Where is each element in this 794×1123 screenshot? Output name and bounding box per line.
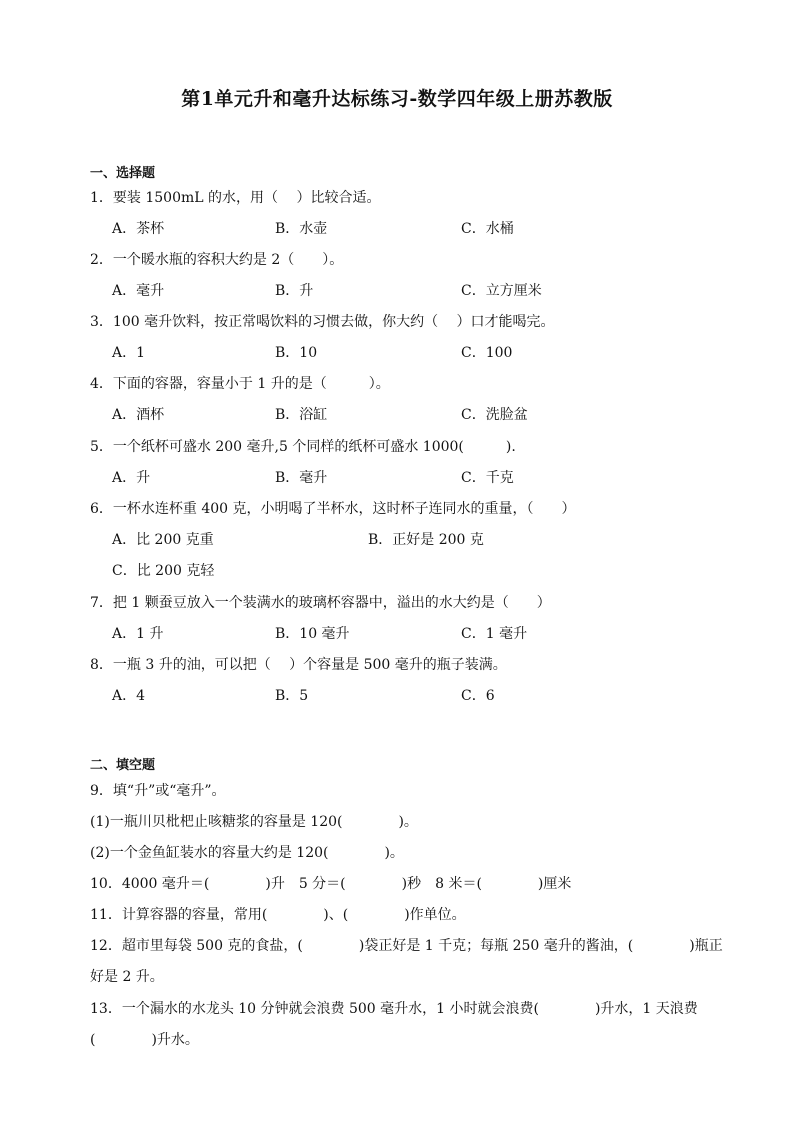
q4-option-a: A．酒杯 xyxy=(112,407,165,423)
q7-option-c: C．1 毫升 xyxy=(461,626,528,642)
question-11: 11．计算容器的容量，常用( )、( )作单位。 xyxy=(90,907,466,923)
question-6: 6．一杯水连杯重 400 克，小明喝了半杯水，这时杯子连同水的重量，（ ） xyxy=(90,501,576,517)
section-heading-fill-blank: 二、填空题 xyxy=(90,758,156,773)
q3-option-a: A．1 xyxy=(112,345,146,361)
q8-option-b: B．5 xyxy=(275,688,309,704)
question-9-part-1: (1)一瓶川贝枇杷止咳糖浆的容量是 120( )。 xyxy=(90,814,418,830)
question-8: 8．一瓶 3 升的油，可以把（ ）个容量是 500 毫升的瓶子装满。 xyxy=(90,657,507,673)
q8-option-c: C．6 xyxy=(461,688,495,704)
q6-option-a: A．比 200 克重 xyxy=(112,532,214,548)
question-9-part-2: (2)一个金鱼缸装水的容量大约是 120( )。 xyxy=(90,845,404,861)
question-2: 2．一个暖水瓶的容积大约是 2（ ）。 xyxy=(90,252,344,268)
q6-option-c: C．比 200 克轻 xyxy=(112,563,215,579)
question-10: 10．4000 毫升＝( )升 5 分＝( )秒 8 米＝( )厘米 xyxy=(90,876,572,892)
q5-option-a: A．升 xyxy=(112,470,151,486)
q5-option-b: B．毫升 xyxy=(275,470,328,486)
q3-option-c: C．100 xyxy=(461,345,513,361)
q1-option-b: B．水壶 xyxy=(275,221,328,237)
q4-option-c: C．洗脸盆 xyxy=(461,407,528,423)
q7-option-a: A．1 升 xyxy=(112,626,164,642)
question-5: 5．一个纸杯可盛水 200 毫升,5 个同样的纸杯可盛水 1000( ). xyxy=(90,439,516,455)
q1-option-a: A．茶杯 xyxy=(112,221,165,237)
q4-option-b: B．浴缸 xyxy=(275,407,328,423)
page-title: 第1单元升和毫升达标练习-数学四年级上册苏教版 xyxy=(181,88,613,110)
q6-option-b: B．正好是 200 克 xyxy=(368,532,484,548)
question-12: 12．超市里每袋 500 克的食盐，( )袋正好是 1 千克；每瓶 250 毫升的酱油，( )瓶正 xyxy=(90,938,723,954)
q8-option-a: A．4 xyxy=(112,688,146,704)
q1-option-c: C．水桶 xyxy=(461,221,514,237)
question-7: 7．把 1 颗蚕豆放入一个装满水的玻璃杯容器中，溢出的水大约是（ ） xyxy=(90,595,551,611)
question-9: 9．填“升”或“毫升”。 xyxy=(90,783,226,799)
question-13-continued: ( )升水。 xyxy=(90,1032,199,1048)
q7-option-b: B．10 毫升 xyxy=(275,626,350,642)
question-4: 4．下面的容器，容量小于 1 升的是（ ）。 xyxy=(90,376,390,392)
question-3: 3．100 毫升饮料，按正常喝饮料的习惯去做，你大约（ ）口才能喝完。 xyxy=(90,314,555,330)
q3-option-b: B．10 xyxy=(275,345,318,361)
q2-option-c: C．立方厘米 xyxy=(461,283,542,299)
q2-option-a: A．毫升 xyxy=(112,283,165,299)
q5-option-c: C．千克 xyxy=(461,470,514,486)
question-13: 13．一个漏水的水龙头 10 分钟就会浪费 500 毫升水，1 小时就会浪费( )升水，1 天浪费 xyxy=(90,1001,698,1017)
q2-option-b: B．升 xyxy=(275,283,314,299)
question-12-continued: 好是 2 升。 xyxy=(90,969,164,985)
section-heading-choice: 一、选择题 xyxy=(90,166,156,181)
question-1: 1．要装 1500mL 的水，用（ ）比较合适。 xyxy=(90,190,381,206)
